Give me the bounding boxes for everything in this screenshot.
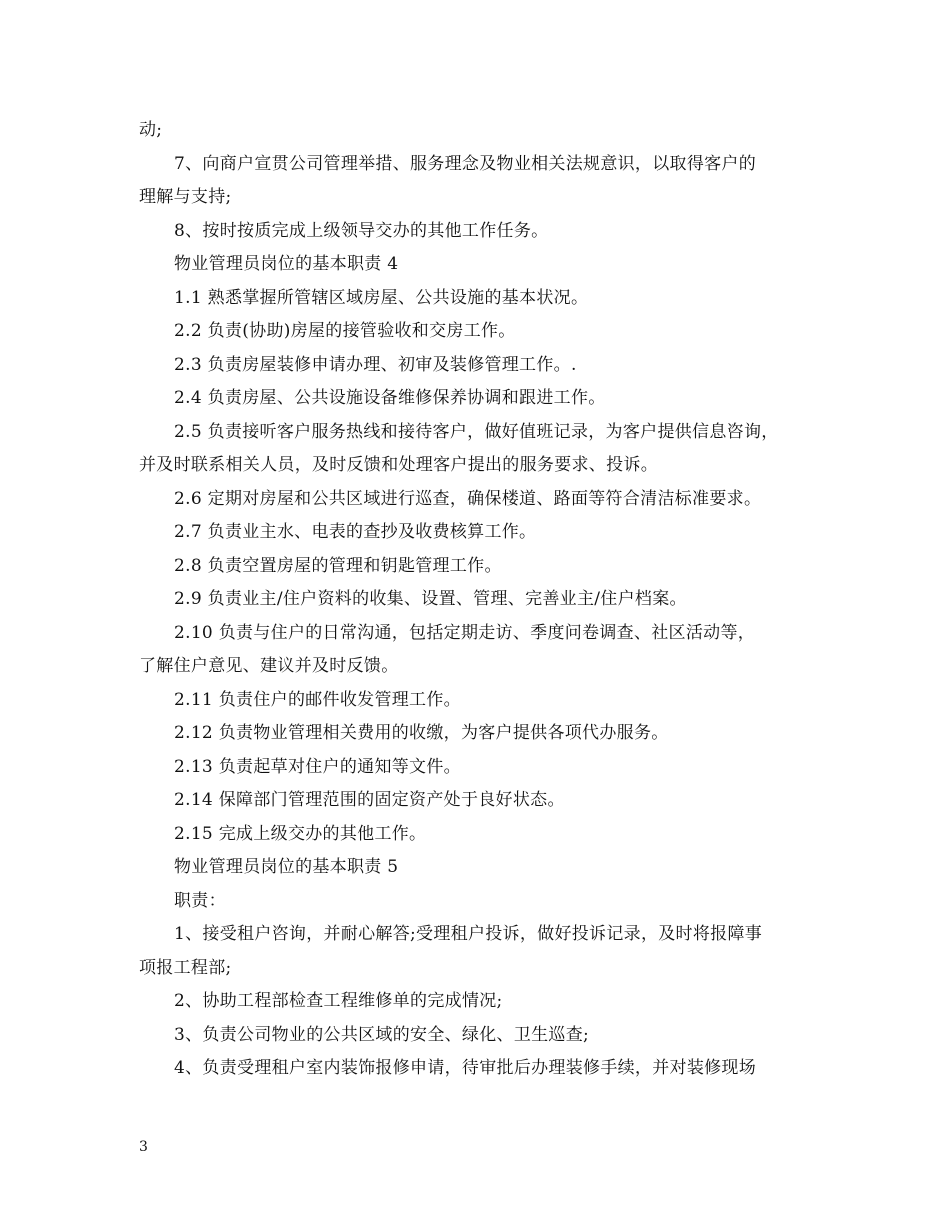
text-line: 7、向商户宣贯公司管理举措、服务理念及物业相关法规意识，以取得客户的 xyxy=(174,153,757,174)
text-line: 2.10 负责与住户的日常沟通，包括定期走访、季度问卷调查、社区活动等， xyxy=(174,622,756,643)
text-line: 2.15 完成上级交办的其他工作。 xyxy=(174,823,427,844)
text-line: 2.4 负责房屋、公共设施设备维修保养协调和跟进工作。 xyxy=(174,388,606,408)
text-line: 1、接受租户咨询，并耐心解答;受理租户投诉，做好投诉记录，及时将报障事 xyxy=(174,924,763,944)
document-body xyxy=(139,114,819,1086)
text-line: 2.5 负责接听客户服务热线和接待客户，做好值班记录，为客户提供信息咨询， xyxy=(174,421,779,442)
text-line: 3、负责公司物业的公共区域的安全、绿化、卫生巡查; xyxy=(174,1024,590,1045)
text-line: 2.2 负责(协助)房屋的接管验收和交房工作。 xyxy=(174,321,516,341)
page-number: 3 xyxy=(139,1139,148,1155)
text-line: 物业管理员岗位的基本职责 4 xyxy=(174,254,399,274)
text-line: 2.6 定期对房屋和公共区域进行巡查，确保楼道、路面等符合清洁标准要求。 xyxy=(174,488,762,509)
text-line: 2.3 负责房屋装修申请办理、初审及装修管理工作。. xyxy=(174,354,577,375)
text-line: 2.11 负责住户的邮件收发管理工作。 xyxy=(174,689,461,710)
text-line: 理解与支持; xyxy=(139,187,232,207)
text-line: 4、负责受理租户室内装饰报修申请，待审批后办理装修手续，并对装修现场 xyxy=(174,1058,757,1078)
text-line: 2、协助工程部检查工程维修单的完成情况; xyxy=(174,991,503,1011)
text-line: 项报工程部; xyxy=(139,957,232,978)
text-line: 8、按时按质完成上级领导交办的其他工作任务。 xyxy=(174,220,549,241)
text-line: 并及时联系相关人员，及时反馈和处理客户提出的服务要求、投诉。 xyxy=(139,455,658,475)
text-line: 2.9 负责业主/住户资料的收集、设置、管理、完善业主/住户档案。 xyxy=(174,589,687,609)
text-line: 1.1 熟悉掌握所管辖区域房屋、公共设施的基本状况。 xyxy=(174,287,589,308)
text-line: 了解住户意见、建议并及时反馈。 xyxy=(139,656,399,676)
text-line: 职责： xyxy=(174,890,226,911)
text-line: 动; xyxy=(139,120,163,140)
text-line: 2.8 负责空置房屋的管理和钥匙管理工作。 xyxy=(174,555,502,576)
text-line: 物业管理员岗位的基本职责 5 xyxy=(174,857,399,877)
text-line: 2.7 负责业主水、电表的查抄及收费核算工作。 xyxy=(174,522,537,542)
text-line: 2.12 负责物业管理相关费用的收缴，为客户提供各项代办服务。 xyxy=(174,723,669,743)
text-line: 2.13 负责起草对住户的通知等文件。 xyxy=(174,756,461,777)
text-line: 2.14 保障部门管理范围的固定资产处于良好状态。 xyxy=(174,790,565,810)
